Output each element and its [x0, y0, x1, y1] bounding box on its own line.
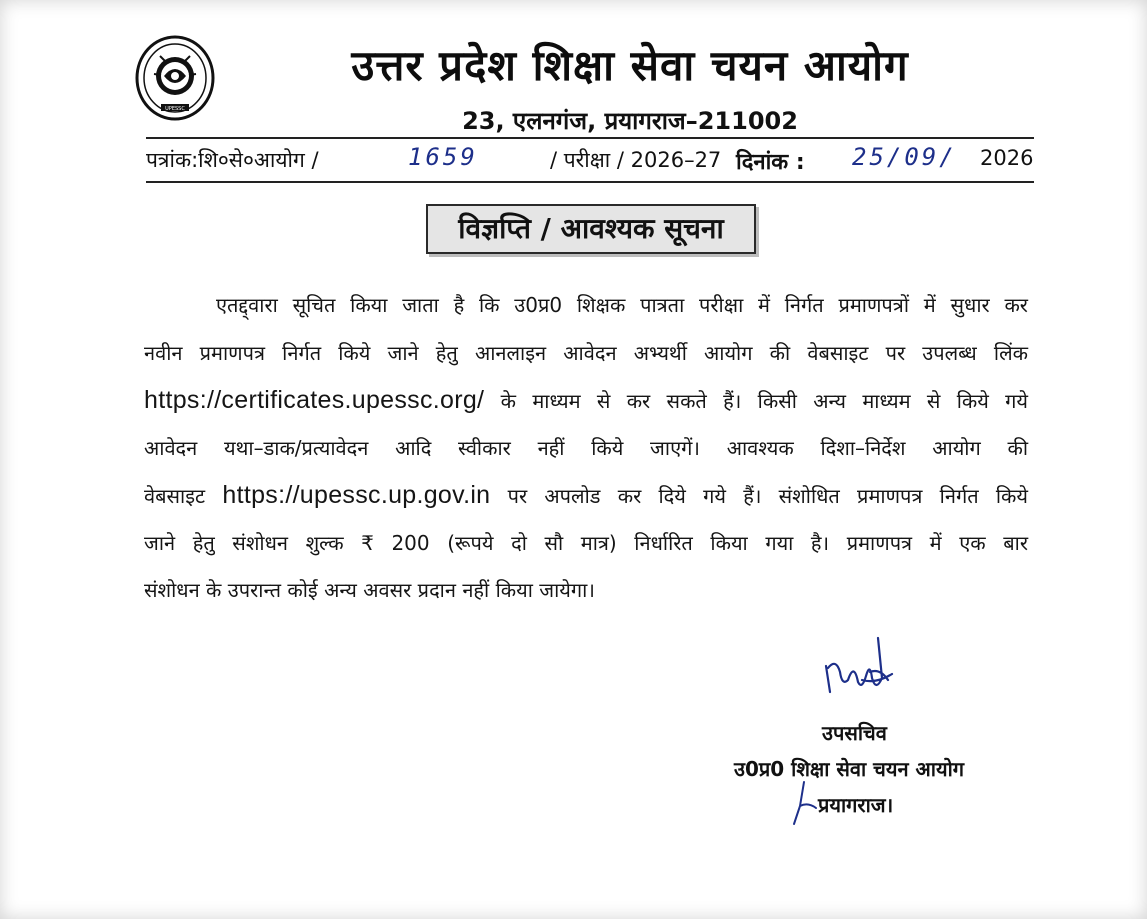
signatory-designation: उपसचिव: [822, 721, 887, 745]
logo-text: UPESSC: [165, 106, 185, 112]
notice-body: [144, 282, 1028, 615]
header-rule-bottom: [146, 181, 1034, 183]
signature-icon: [818, 632, 898, 702]
body-line-1: एतद्द्वारा सूचित किया जाता है कि उ0प्र0 शिक्षक पात्रता परीक्षा में निर्गत प्रमाणपत्रों में सुधार कर: [216, 293, 1028, 317]
date-year: 2026: [980, 146, 1034, 170]
date-label: दिनांक :: [736, 150, 805, 175]
pen-mark-icon: [790, 778, 820, 828]
body-line-5-prefix: वेबसाइट: [144, 484, 206, 508]
body-line-5-text: पर अपलोड कर दिये गये हैं। संशोधित प्रमाणपत्र निर्गत किये: [507, 484, 1028, 508]
reference-middle: / परीक्षा / 2026–27: [550, 148, 722, 172]
signatory-place: प्रयागराज।: [818, 793, 894, 817]
organisation-address: 23, एलनगंज, प्रयागराज–211002: [462, 107, 798, 135]
body-line-7: संशोधन के उपरान्त कोई अन्य अवसर प्रदान नहीं किया जायेगा।: [144, 578, 595, 602]
body-line-3: [144, 377, 1028, 425]
upessc-emblem-icon: [134, 34, 216, 122]
reference-number: 1659: [408, 143, 478, 171]
notice-heading: विज्ञप्ति / आवश्यक सूचना: [426, 204, 756, 254]
body-line-4: आवेदन यथा–डाक/प्रत्यावेदन आदि स्वीकार नहीं किये जाएगें। आवश्यक दिशा–निर्देश आयोग की: [144, 435, 1028, 460]
certificates-link[interactable]: https://certificates.upessc.org/: [144, 386, 485, 414]
body-line-5: [144, 472, 1028, 520]
reference-row: [146, 140, 1036, 180]
body-line-2: नवीन प्रमाणपत्र निर्गत किये जाने हेतु आनलाइन आवेदन अभ्यर्थी आयोग की वेबसाइट पर उपलब्ध लिंक: [144, 340, 1028, 365]
body-line-3-text: के माध्यम से कर सकते हैं। किसी अन्य माध्यम से किये गये: [500, 389, 1029, 413]
header-rule-top: [146, 137, 1034, 139]
body-line-6: जाने हेतु संशोधन शुल्क ₹ 200 (रूपये दो सौ मात्र) निर्धारित किया गया है। प्रमाणपत्र में एक बार: [144, 530, 1028, 555]
reference-prefix: पत्रांक:शि०से०आयोग /: [146, 148, 319, 172]
website-link[interactable]: https://upessc.up.gov.in: [222, 481, 491, 509]
signatory-organisation: उ0प्र0 शिक्षा सेवा चयन आयोग: [734, 757, 965, 781]
date-value: 25/09/: [852, 143, 957, 171]
organisation-title: उत्तर प्रदेश शिक्षा सेवा चयन आयोग: [351, 41, 909, 90]
